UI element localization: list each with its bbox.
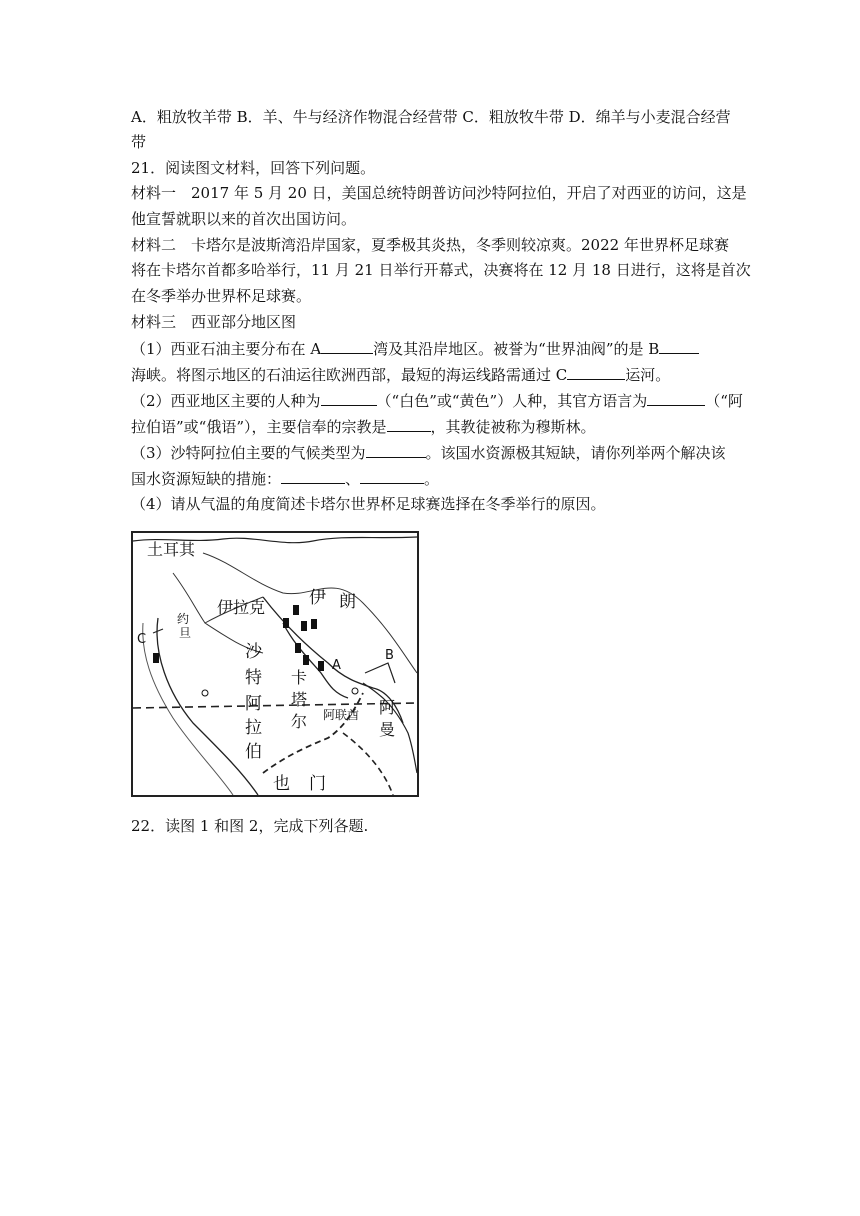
suez-pointer xyxy=(153,629,163,633)
q21-title: 21．阅读图文材料，回答下列问题。 xyxy=(131,159,376,177)
label-jordan-1: 约 xyxy=(177,612,190,626)
label-saudi-3: 阿 xyxy=(245,694,262,714)
answer-blank-measure-1[interactable] xyxy=(281,467,345,484)
q2-text-b: （“白色”或“黄色”）人种，其官方语言为 xyxy=(376,392,648,410)
material-2-line2: 将在卡塔尔首都多哈举行，11 月 21 日举行开幕式，决赛将在 12 月 18 日进行，这将是首次 xyxy=(131,261,751,279)
label-saudi-2: 特 xyxy=(245,668,262,688)
question-3-line2 xyxy=(131,467,731,490)
material-1-line2: 他宣誓就职以来的首次出国访问。 xyxy=(131,210,357,228)
label-saudi-4: 拉 xyxy=(245,718,262,738)
question-1-line2 xyxy=(131,363,731,386)
label-iran-2: 朗 xyxy=(339,592,356,612)
map-drawing xyxy=(133,533,417,795)
question-3-line1 xyxy=(131,441,731,464)
answer-blank-language[interactable] xyxy=(647,389,705,406)
hormuz-strait xyxy=(365,663,395,683)
q3-text-a: （3）沙特阿拉伯主要的气候类型为 xyxy=(131,444,366,462)
material-2-line3: 在冬季举办世界杯足球赛。 xyxy=(131,287,312,305)
city-dot xyxy=(352,688,358,694)
material-2-line1: 材料二 卡塔尔是波斯湾沿岸国家，夏季极其炎热，冬季则较凉爽。2022 年世界杯足球赛 xyxy=(131,236,729,254)
label-jordan-2: 旦 xyxy=(179,626,192,640)
oil-icon xyxy=(311,619,317,629)
question-4: （4）请从气温的角度简述卡塔尔世界杯足球赛选择在冬季举行的原因。 xyxy=(131,495,606,513)
oil-icon xyxy=(303,655,309,665)
q1-text-c: 海峡。将图示地区的石油运往欧洲西部，最短的海运线路需通过 C xyxy=(131,366,568,384)
label-yemen-2: 门 xyxy=(309,774,326,794)
answer-blank-climate[interactable] xyxy=(366,441,426,458)
question-2-line1 xyxy=(131,389,743,412)
q1-text-b: 湾及其沿岸地区。被誉为“世界油阀”的是 B xyxy=(373,340,660,358)
answer-blank-religion[interactable] xyxy=(387,415,431,432)
q3-text-c: 国水资源短缺的措施： xyxy=(131,470,282,488)
question-2-line2 xyxy=(131,415,731,438)
answer-blank-c[interactable] xyxy=(567,363,625,380)
q2-text-d: 拉伯语”或“俄语”），主要信奉的宗教是 xyxy=(131,418,387,436)
yemen-oman-border xyxy=(343,733,393,795)
label-turkey: 土耳其 xyxy=(147,540,196,559)
q2-text-a: （2）西亚地区主要的人种为 xyxy=(131,392,321,410)
q3-text-d: 、 xyxy=(345,470,361,488)
label-uae: 阿联酋 xyxy=(323,708,360,722)
oil-icon xyxy=(153,653,159,663)
label-oman-2: 曼 xyxy=(379,720,396,739)
red-sea-west-coast xyxy=(143,623,233,795)
q22-title: 22．读图 1 和图 2，完成下列各题. xyxy=(131,817,369,835)
label-qatar-2: 塔 xyxy=(291,690,308,709)
oil-icon xyxy=(293,605,299,615)
label-iran-1: 伊 xyxy=(309,588,326,608)
q20-options-line2: 带 xyxy=(131,133,147,151)
label-yemen-1: 也 xyxy=(273,774,290,794)
q3-text-e: 。 xyxy=(424,470,440,488)
oil-icon xyxy=(295,643,301,653)
answer-blank-measure-2[interactable] xyxy=(360,467,424,484)
label-a: A xyxy=(332,658,341,673)
material-3-caption: 材料三 西亚部分地区图 xyxy=(131,313,297,331)
label-saudi-5: 伯 xyxy=(245,742,262,762)
west-asia-map xyxy=(131,531,419,797)
tropic-of-cancer xyxy=(133,703,417,708)
q2-text-e: ，其教徒被称为穆斯林。 xyxy=(430,418,596,436)
q3-text-b: 。该国水资源极其短缺，请你列举两个解决该 xyxy=(425,444,726,462)
q2-text-c: （“阿 xyxy=(705,392,743,410)
oil-icon xyxy=(318,661,324,671)
label-qatar-1: 卡 xyxy=(291,668,308,687)
oil-icon xyxy=(283,618,289,628)
label-c: C xyxy=(137,632,147,647)
label-oman-1: 阿 xyxy=(379,698,396,717)
answer-blank-b[interactable] xyxy=(659,337,699,354)
label-b: B xyxy=(385,648,394,663)
oil-icon xyxy=(301,621,307,631)
label-qatar-3: 尔 xyxy=(291,712,308,731)
city-dot xyxy=(202,690,208,696)
q1-text-d: 运河。 xyxy=(625,366,671,384)
question-1-line1 xyxy=(131,337,731,360)
q1-text-a: （1）西亚石油主要分布在 A xyxy=(131,340,322,358)
answer-blank-a[interactable] xyxy=(321,337,373,354)
label-saudi-1: 沙 xyxy=(245,642,262,662)
label-iraq: 伊拉克 xyxy=(217,598,266,617)
city-markers xyxy=(202,688,358,696)
material-1-line1: 材料一 2017 年 5 月 20 日，美国总统特朗普访问沙特阿拉伯，开启了对西亚的访问，这是 xyxy=(131,184,747,202)
answer-blank-race[interactable] xyxy=(321,389,377,406)
q20-options-line1: A．粗放牧羊带 B．羊、牛与经济作物混合经营带 C．粗放牧牛带 D．绵羊与小麦混合经营 xyxy=(131,108,731,126)
